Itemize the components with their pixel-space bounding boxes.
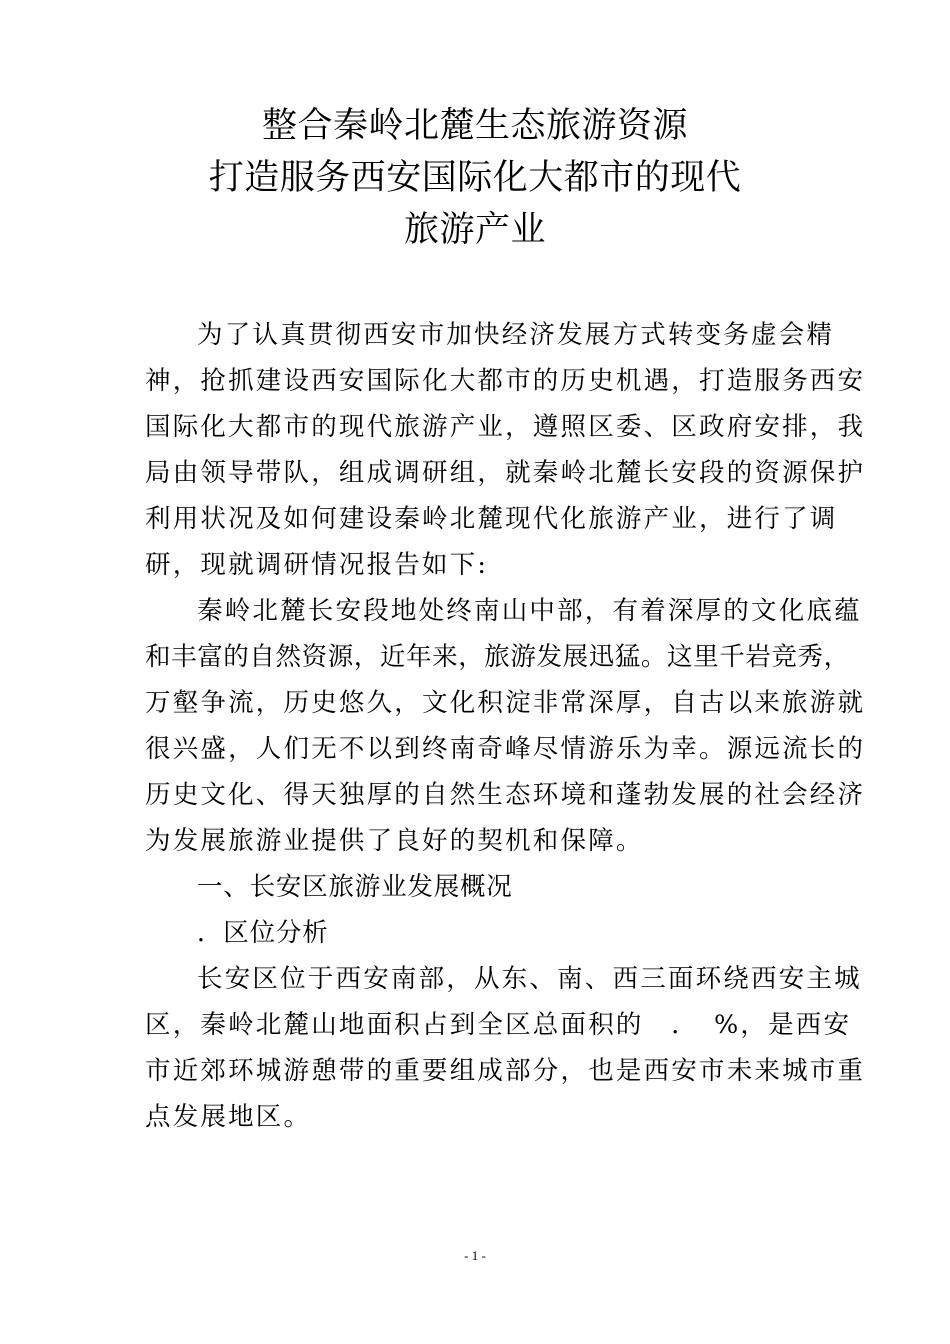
paragraph-line: 局由领导带队，组成调研组，就秦岭北麓长安段的资源保护 — [145, 458, 866, 488]
subsection-heading: ．区位分析 — [197, 918, 329, 948]
paragraph-line: 国际化大都市的现代旅游产业，遵照区委、区政府安排，我 — [145, 412, 866, 442]
paragraph-line: 市近郊环城游憩带的重要组成部分，也是西安市未来城市重 — [145, 1056, 866, 1086]
paragraph-line: 万壑争流，历史悠久，文化积淀非常深厚，自古以来旅游就 — [145, 688, 866, 718]
paragraph-line: 长安区位于西安南部，从东、南、西三面环绕西安主城 — [197, 964, 862, 994]
title-line-2: 打造服务西安国际化大都市的现代 — [208, 158, 742, 198]
paragraph-line: 历史文化、得天独厚的自然生态环境和蓬勃发展的社会经济 — [145, 780, 866, 810]
paragraph-line: 秦岭北麓长安段地处终南山中部，有着深厚的文化底蕴 — [197, 596, 862, 626]
paragraph-line: 为发展旅游业提供了良好的契机和保障。 — [145, 826, 644, 856]
title-line-3: 旅游产业 — [403, 210, 546, 250]
paragraph-line: 区，秦岭北麓山地面积占到全区总面积的 ． %，是西安 — [145, 1010, 852, 1040]
paragraph-line: 神，抢抓建设西安国际化大都市的历史机遇，打造服务西安 — [145, 366, 866, 396]
paragraph-line: 和丰富的自然资源，近年来，旅游发展迅猛。这里千岩竞秀， — [145, 642, 850, 672]
document-title — [0, 100, 950, 256]
title-line-1: 整合秦岭北麓生态旅游资源 — [261, 106, 688, 146]
document-body — [145, 312, 866, 1140]
paragraph-line: 很兴盛，人们无不以到终南奇峰尽情游乐为幸。源远流长的 — [145, 734, 866, 764]
paragraph-line: 利用状况及如何建设秦岭北麓现代化旅游产业，进行了调 — [145, 504, 838, 534]
page-number: - 1 - — [464, 1248, 486, 1263]
section-heading: 一、长安区旅游业发展概况 — [197, 872, 513, 902]
paragraph-line: 为了认真贯彻西安市加快经济发展方式转变务虚会精 — [197, 320, 835, 350]
paragraph-line: 研，现就调研情况报告如下: — [145, 550, 489, 580]
paragraph-line: 点发展地区。 — [145, 1102, 312, 1132]
